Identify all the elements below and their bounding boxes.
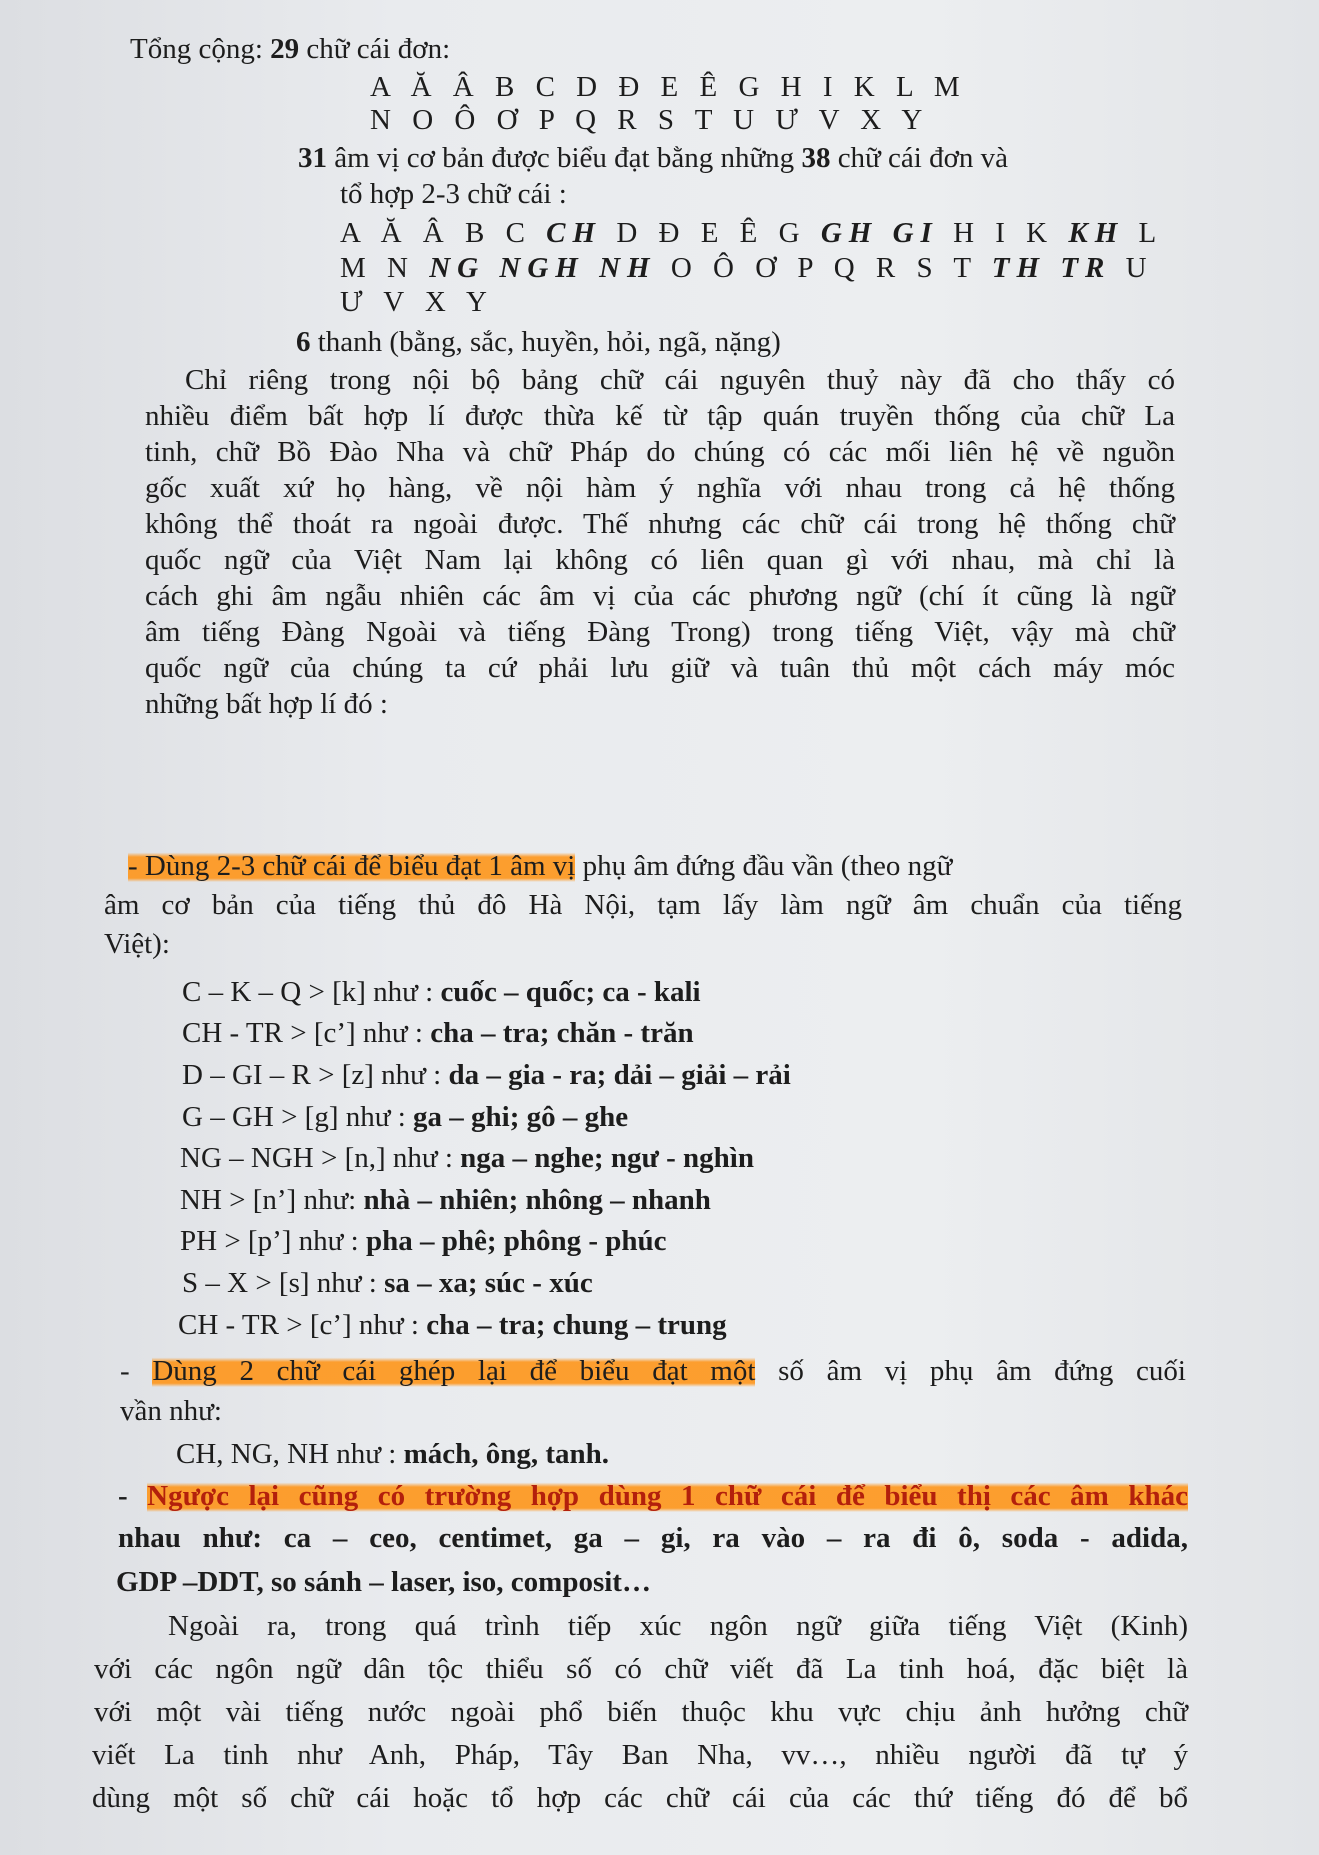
paragraph-1-line: gốc xuất xứ họ hàng, về nội hàm ý nghĩa với nhau trong cả hệ thống xyxy=(145,472,1175,504)
paragraph-2-line: viết La tinh như Anh, Pháp, Tây Ban Nha, vv…, nhiều người đã tự ý xyxy=(92,1739,1188,1771)
example-row: G – GH > [g] như : ga – ghi; gô – ghe xyxy=(182,1101,629,1133)
total-count: 29 xyxy=(270,33,300,65)
bullet-3-line-3: GDP –DDT, so sánh – laser, iso, composit… xyxy=(116,1566,651,1598)
paragraph-1-line: Chỉ riêng trong nội bộ bảng chữ cái nguyên thuỷ này đã cho thấy có xyxy=(185,364,1175,396)
bullet-2-example: CH, NG, NH như : mách, ông, tanh. xyxy=(176,1438,610,1470)
paragraph-2-line: với các ngôn ngữ dân tộc thiểu số có chữ viết đã La tinh hoá, đặc biệt là xyxy=(94,1653,1188,1685)
phoneme-text-b: chữ cái đơn và xyxy=(830,142,1009,174)
tone-count: 6 xyxy=(296,326,311,358)
paragraph-1-line: nhiều điểm bất hợp lí được thừa kế từ tập quán truyền thống của chữ La xyxy=(145,400,1175,432)
bullet-3-line-1: - Ngược lại cũng có trường hợp dùng 1 chữ cái để biểu thị các âm khác xyxy=(118,1480,1188,1512)
example-row: S – X > [s] như : sa – xa; súc - xúc xyxy=(182,1267,593,1299)
example-row: D – GI – R > [z] như : da – gia - ra; dải – giải – rải xyxy=(182,1059,791,1091)
letters-digraph: GH GI xyxy=(820,217,939,249)
total-letters-line xyxy=(130,30,450,68)
bullet-1-line-2: âm cơ bản của tiếng thủ đô Hà Nội, tạm lấy làm ngữ âm chuẩn của tiếng xyxy=(104,889,1182,921)
single-letters-row-1: A Ă Â B C D Đ E Ê G H I K L M xyxy=(370,71,967,103)
example-row: NG – NGH > [n,] như : nga – nghe; ngư - nghìn xyxy=(180,1142,754,1174)
example-row: NH > [n’] như: nhà – nhiên; nhông – nhanh xyxy=(180,1184,711,1216)
single-letters-row-2: N O Ô Ơ P Q R S T U Ư V X Y xyxy=(370,104,930,136)
phoneme-count: 31 xyxy=(298,142,327,174)
paragraph-1-line: âm tiếng Đàng Ngoài và tiếng Đàng Trong) trong tiếng Việt, vậy mà chữ xyxy=(145,616,1175,648)
letters-plain: O Ô Ơ P Q R S T xyxy=(656,252,992,284)
paragraph-1-line: quốc ngữ của chúng ta cứ phải lưu giữ và tuân thủ một cách máy móc xyxy=(145,652,1175,684)
letters-digraph: NG NGH NH xyxy=(429,252,657,284)
letters-plain: L xyxy=(1124,217,1164,249)
tones-line xyxy=(296,323,781,361)
total-suffix: chữ cái đơn: xyxy=(299,33,451,65)
tones-text: thanh (bằng, sắc, huyền, hỏi, ngã, nặng) xyxy=(310,326,781,358)
combined-letters-row-1 xyxy=(340,214,1163,252)
example-row: PH > [p’] như : pha – phê; phông - phúc xyxy=(180,1225,667,1257)
phoneme-intro-line-1 xyxy=(298,139,1008,177)
letters-digraph: CH xyxy=(546,217,603,249)
letters-digraph: KH xyxy=(1068,217,1125,249)
phoneme-intro-line-2: tổ hợp 2-3 chữ cái : xyxy=(340,178,567,210)
paragraph-1-line: tinh, chữ Bồ Đào Nha và chữ Pháp do chúng có các mối liên hệ về nguồn xyxy=(145,436,1175,468)
highlighted-phrase: Ngược lại cũng có trường hợp dùng 1 chữ cái để biểu thị các âm khác xyxy=(147,1480,1188,1512)
paragraph-1-line: cách ghi âm ngẫu nhiên các âm vị của các phương ngữ (chí ít cũng là ngữ xyxy=(145,580,1175,612)
example-row: CH - TR > [c’] như : cha – tra; chung – trung xyxy=(178,1309,727,1341)
letters-plain: H I K xyxy=(938,217,1069,249)
example-row: C – K – Q > [k] như : cuốc – quốc; ca - kali xyxy=(182,976,701,1008)
paragraph-2-line: Ngoài ra, trong quá trình tiếp xúc ngôn ngữ giữa tiếng Việt (Kinh) xyxy=(168,1610,1188,1642)
letters-digraph: TH TR xyxy=(991,252,1112,284)
bullet-1-line-1: - Dùng 2-3 chữ cái để biểu đạt 1 âm vị phụ âm đứng đầu vần (theo ngữ xyxy=(128,850,953,882)
bullet-3-line-2: nhau như: ca – ceo, centimet, ga – gi, ra vào – ra đi ô, soda - adida, xyxy=(118,1522,1188,1554)
total-prefix: Tổng cộng: xyxy=(130,33,271,65)
bullet-1-line-3: Việt): xyxy=(104,928,170,960)
paragraph-1-line: không thể thoát ra ngoài được. Thế nhưng các chữ cái trong hệ thống chữ xyxy=(145,508,1175,540)
paragraph-2-line: với một vài tiếng nước ngoài phổ biến thuộc khu vực chịu ảnh hưởng chữ xyxy=(94,1696,1188,1728)
phoneme-text-a: âm vị cơ bản được biểu đạt bằng những xyxy=(327,142,802,174)
combined-letters-row-2 xyxy=(340,249,1154,287)
letters-plain: D Đ E Ê G xyxy=(602,217,821,249)
paragraph-2-line: dùng một số chữ cái hoặc tổ hợp các chữ cái của các thứ tiếng đó để bổ xyxy=(92,1782,1188,1814)
bullet-2-line-2: vần như: xyxy=(120,1395,222,1427)
paragraph-1-line: những bất hợp lí đó : xyxy=(145,688,388,720)
paragraph-1-line: quốc ngữ của Việt Nam lại không có liên quan gì với nhau, mà chỉ là xyxy=(145,544,1175,576)
highlighted-phrase: - Dùng 2-3 chữ cái để biểu đạt 1 âm vị xyxy=(128,850,576,882)
letter-count: 38 xyxy=(801,142,831,174)
highlighted-phrase: Dùng 2 chữ cái ghép lại để biểu đạt một xyxy=(152,1355,756,1387)
letters-plain: U xyxy=(1111,252,1154,284)
example-row: CH - TR > [c’] như : cha – tra; chăn - trăn xyxy=(182,1017,694,1049)
letters-plain: A Ă Â B C xyxy=(340,217,547,249)
letters-plain: M N xyxy=(340,252,430,284)
bullet-2-line-1: - Dùng 2 chữ cái ghép lại để biểu đạt một số âm vị phụ âm đứng cuối xyxy=(120,1355,1186,1387)
combined-letters-row-3: Ư V X Y xyxy=(340,286,494,318)
